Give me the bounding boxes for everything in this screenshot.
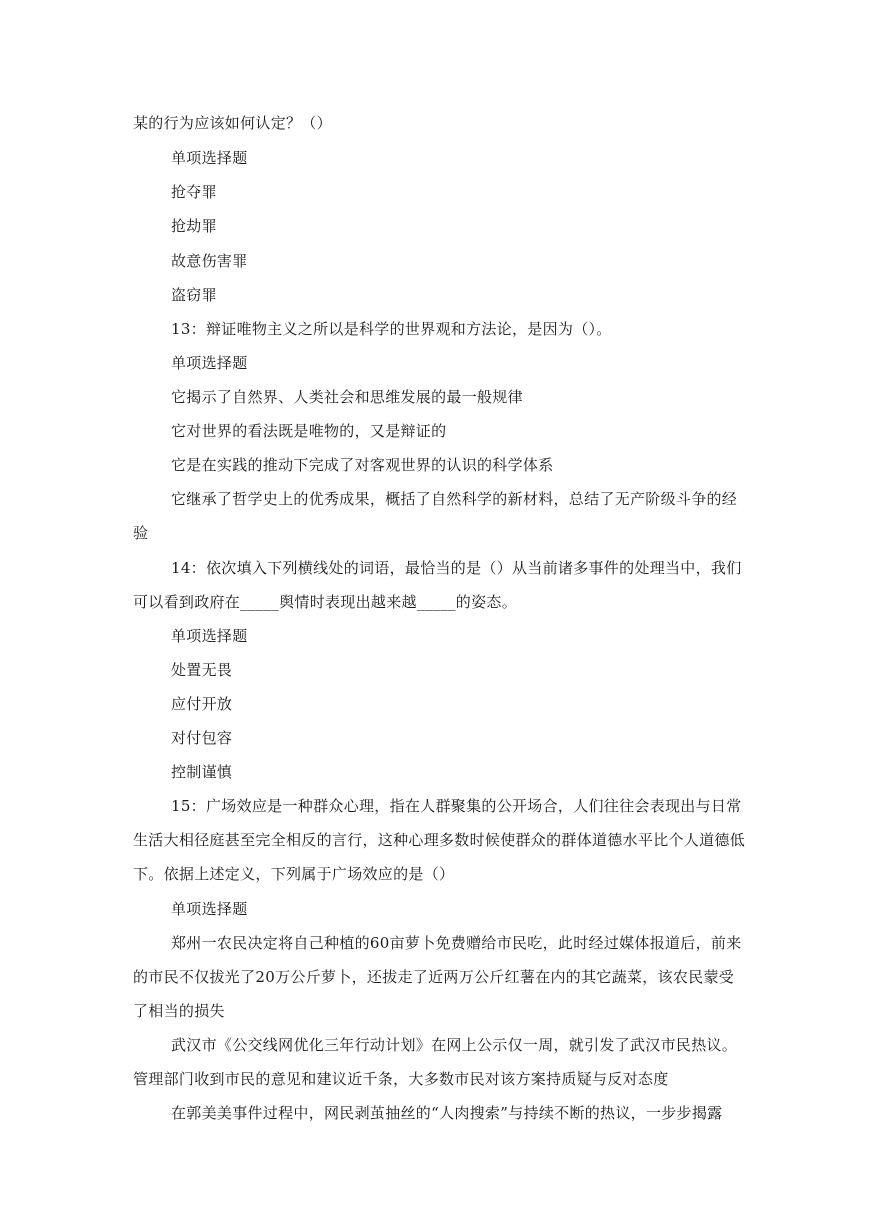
question-13-option-b: 它对世界的看法既是唯物的，又是辩证的 [171,422,447,440]
question-15-option-b: 武汉市《公交线网优化三年行动计划》在网上公示仅一周，就引发了武汉市民热议。 [171,1036,738,1054]
question-15-option-a-cont-2: 了相当的损失 [133,1002,225,1020]
question-13-type: 单项选择题 [171,354,248,372]
question-13-option-c: 它是在实践的推动下完成了对客观世界的认识的科学体系 [171,456,554,474]
question-15-stem-cont-2: 下。依据上述定义，下列属于广场效应的是（） [133,865,455,883]
question-13-option-d: 它继承了哲学史上的优秀成果，概括了自然科学的新材料，总结了无产阶级斗争的经 [171,490,738,508]
question-14-stem: 14：依次填入下列横线处的词语，最恰当的是（）从当前诸多事件的处理当中，我们 [171,559,742,577]
question-12-option-b: 抢劫罪 [171,217,217,235]
question-15-option-a-cont-1: 的市民不仅拔光了20万公斤萝卜，还拔走了近两万公斤红薯在内的其它蔬菜，该农民蒙受 [133,968,735,986]
question-14-option-c: 对付包容 [171,729,233,747]
question-15-stem-cont-1: 生活大相径庭甚至完全相反的言行，这种心理多数时候使群众的群体道德水平比个人道德低 [133,831,746,849]
question-14-option-d: 控制谨慎 [171,763,233,781]
question-12-option-c: 故意伤害罪 [171,252,248,270]
question-12-stem-end: 某的行为应该如何认定？（） [133,114,332,132]
question-12-option-d: 盗窃罪 [171,286,217,304]
question-14-type: 单项选择题 [171,627,248,645]
question-14-option-b: 应付开放 [171,695,233,713]
question-15-option-c: 在郭美美事件过程中，网民剥茧抽丝的“人肉搜索”与持续不断的热议，一步步揭露 [171,1104,723,1122]
question-15-stem: 15：广场效应是一种群众心理，指在人群聚集的公开场合，人们往往会表现出与日常 [171,797,742,815]
question-13-option-a: 它揭示了自然界、人类社会和思维发展的最一般规律 [171,388,523,406]
question-13-stem: 13：辩证唯物主义之所以是科学的世界观和方法论，是因为（）。 [171,320,612,338]
question-12-type: 单项选择题 [171,149,248,167]
question-14-option-a: 处置无畏 [171,661,233,679]
question-13-option-d-cont: 验 [133,524,149,542]
question-12-option-a: 抢夺罪 [171,183,217,201]
question-15-option-b-cont: 管理部门收到市民的意见和建议近千条，大多数市民对该方案持质疑与反对态度 [133,1070,669,1088]
question-15-option-a: 郑州一农民决定将自己种植的60亩萝卜免费赠给市民吃，此时经过媒体报道后，前来 [171,934,742,952]
question-15-type: 单项选择题 [171,900,248,918]
question-14-stem-cont: 可以看到政府在_____舆情时表现出越来越_____的姿态。 [133,593,518,611]
